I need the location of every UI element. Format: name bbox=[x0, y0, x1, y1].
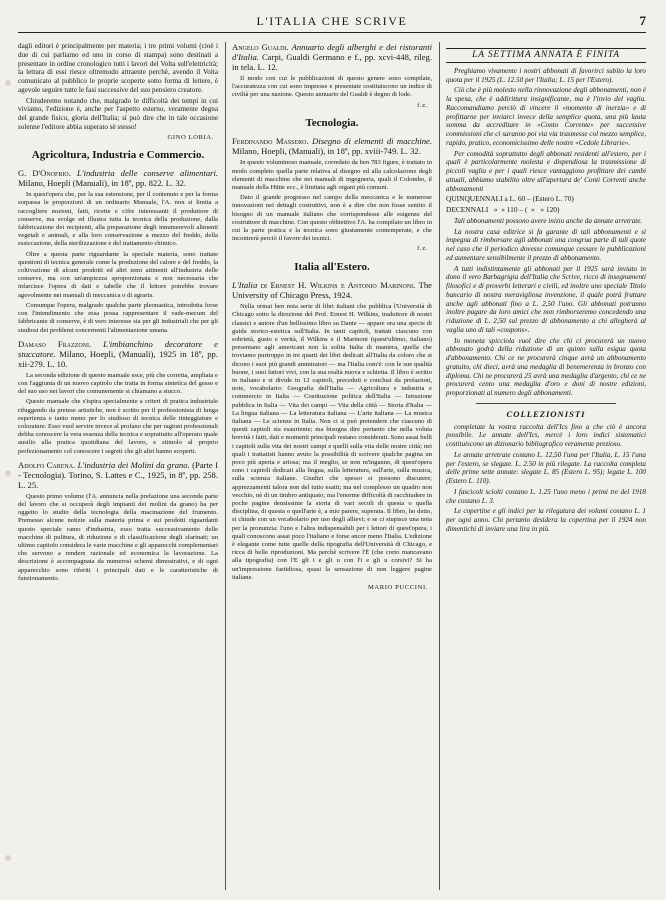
book-author: Adolfo Carena. bbox=[18, 459, 76, 470]
notice-title: LA SETTIMA ANNATA È FINITA bbox=[446, 48, 646, 63]
book-imprint: Carpi, Gualdi Germano e f., pp. xcvi-448, rileg. in tela. L. 12. bbox=[232, 52, 432, 72]
article-signature: GINO LORIA. bbox=[167, 133, 214, 141]
review-paragraph: La seconda edizione di questo manuale esce, più che corretta, ampliata e con l'aggiunta di un nuovo capitolo che tratta in forma sintetica del gesso e del suo uso nei lavori che comunemente si chiamano a stucco. bbox=[18, 371, 218, 396]
column-left bbox=[18, 42, 218, 892]
article-paragraph: Chiuderemo notando che, malgrado le difficoltà dei tempi in cui viviamo, l'edizione è, anche per l'aspetto esterno, veramente degna del grande fisico, gloria dell'Italia; sì può dire che in tale occasione solenne l'editore abbia superato sè stesso! bbox=[18, 96, 218, 131]
notice-paragraph: La nostra casa editrice si fa garante di tali abbonamenti e si impegna di rimborsare agli abbonati una congrua parte di tali quote nel caso che il periodico dovesse comunque cessare le pubblicazioni ed aumentare sensibilmente il prezzo di abbonamento. bbox=[446, 227, 646, 262]
notice-paragraph: Preghiamo vivamente i nostri abbonati di favorirci subito la loro quota per il 1925 (L. 12.50 per l'Italia; L. 15 per l'Estero). bbox=[446, 66, 646, 84]
page-header bbox=[18, 12, 646, 33]
notice-paragraph: Tali abbonamenti possono avere inizio anche da annate arretrate. bbox=[454, 216, 643, 225]
book-title: Disegno di elementi di macchine. bbox=[312, 136, 432, 147]
book-author: Angelo Gualdi. bbox=[232, 42, 289, 52]
collectors-paragraph: I fascicoli sciolti costano L. 1.25 l'uno meno i primi tre del 1918 che costano L. 3. bbox=[446, 487, 646, 505]
review-signature: MARIO PUCCINI. bbox=[367, 584, 428, 592]
book-title: L'industria dei Molini da grano. bbox=[77, 459, 190, 470]
book-author: Ferdinando Massero. bbox=[232, 136, 309, 147]
book-title: L'industria delle conserve alimentari. bbox=[76, 168, 218, 179]
book-title: L'Italia bbox=[232, 280, 258, 291]
divider bbox=[476, 403, 616, 404]
column-right-notice bbox=[446, 42, 646, 892]
article-continuation: dagli editori è principalmente per materia; i tre primi volumi (cioè i due di cui parliamo ed uno in corso di stampa) sono destinati a presentare in ordine cronologico tutti i lavori del Volta sull'elettricità; la lettura di essi riesce oltremodo attraente perchè, avendo il Volta comunicato al pubblico le proprie scoperte sotto forma di lettere, è agevole seguire tutte le fasi successive del suo pensiero creatore. bbox=[18, 42, 218, 94]
book-entry-heading bbox=[18, 460, 218, 490]
notice-paragraph: In moneta spicciola vuol dire che chi ci procurerà un nuovo abbonato godrà della riduzione di un quinto sulla esigua quota d'abbonamento. Chi ce ne procurerà cinque avrà un abbonamento gratuito, chi dieci, avrà una medaglia di benemerenza in bronzo con diploma. Chi ne procurerà 25 avrà una medaglia d'argento, chi ce ne procurerà cento una medaglia d'oro e doni di nostre edizioni, proporzionati al numero degli abbonamenti. bbox=[446, 336, 646, 397]
book-title: L'imbianchino decoratore e stuccatore. bbox=[18, 338, 218, 359]
section-title-agriculture: Agricoltura, Industria e Commercio. bbox=[31, 149, 205, 162]
review-paragraph: Nella ormai ben nota serie di libri italiani che pubblica l'Università di Chicago sotto la direzione del Prof. Ernest H. Wilkins, traduttore di nostri classici e autore d'un bellissimo libro su Dante — appare ora una specie di guida storico-estetica sull'Italia. In tanti capitoli, trattati ciascuno con sobrietà, gusto e verità, il Wilkins e il Marinoni (quest'ultimo, italiano) presentano agli americani non la solita Italia di maniera, quella che troviamo purtroppo in tre quarti dei libri dedicati all'Italia da coloro che si dicono i suoi più grandi ammiratori — ma l'Italia com'è: con le sue qualità buone, i suoi fattori vivi, con la sua realtà nuova e schietta. Il libro è scritto in italiano e si divide in 12 capitoli, preceduti e conclusi da prefazioni, note, vocabolario: Geografia dell'Italia — Agricoltura e industria e commercio in Italia — Costituzione politica dell'Italia — Istruzione pubblica in Italia — Vita dei campi — Vita della città — Storia d'Italia — La lingua italiana — La letteratura italiana — L'arte italiana — La musica italiana — Le scienze in Italia. Non ci si può pretendere che ciascuno di questi capitoli sia esauriente; ma bisogna dire pertanto che nella voluta brevità i fatti, dati e momenti principali restano considerati. Sono assai belli i capitoli sulla vita dei nostri campi e quelli sulla vita delle nostre città; nei quali i trattatisti hanno avuto la possibilità di scrivere qualche pagina un poco più aperta e ariosa; ma il meglio, se non m'inganno, di quest'opera sono i capitoli dedicati alla lingua, sulla letteratura, sull'arte, sulla musica, sulla scienza italiane. Giudizi che spesso si possono discutere; apprezzamenti talora non del tutto esatti; ma nel complesso un quadro non vecchio, nè di un timbro antiquato; ma l'enorme difficoltà di racchiudere in poche pagine densissime la storia di vari secoli di questa o quella disciplina, di questa o quell'arte è, a mio parere, superata. Il libro, ho detto, si chiude con un vocabolario per uso degli allievi; e se ci stupisce una nota per la pronunzia: l'uno e l'altra indispensabili per i lettori di quest'opera, i quali conoscono assai poco l'italiano e forse ancor meno l'Italia. L'edizione è elegante come tutte quelle della tipografia dell'Università di Chicago, e ricca di belle riproduzioni. Ma perchè scrivere l'Ë (che corto mancavano alla tipografia) con l'E gli i e gli u con l'i e gli u corsivi? Si ha un'impressione fastidiosa, quasi la sensazione di non leggere pagine italiane. bbox=[232, 303, 432, 581]
running-title: L'ITALIA CHE SCRIVE bbox=[256, 14, 408, 28]
collectors-paragraph: completate la vostra raccolta dell'Ics fino a che ciò è ancora possibile. Le annate dell'Ics, mercè i loro indici sistematici costituiscono un dizionario bibliografico veramente prezioso. bbox=[446, 422, 646, 448]
page-number: 7 bbox=[639, 13, 646, 28]
book-title: Annuario degli alberghi e dei ristoranti d'Italia. bbox=[232, 42, 432, 62]
price-line-five-year: QUINQUENNALI a L. 60 – (Estero L. 70) bbox=[446, 194, 574, 204]
review-paragraph: Questo primo volume (l'A. annuncia nella prefazione una seconda parte del lavoro che si occuperà degli impianti dei molini da grano) ha per oggetto lo studio della tecnologia della macinazione del frumento. Premesso alcune notizie sulla materia prima e sui prodotti riguardanti questo speciale ramo d'industria, esso tratta successivamente delle macchine di pulitura, di riduzione e di classificazione degli sfarinati; un ultimo capitolo considera le varie macchine e gli apparecchi complementari che servono a rendere razionale ed economica la lavorazione. La descrizione è accompagnata da numerosi schemi dimostrativi, e di ogni apparecchio sono riferiti i principali dati e le caratteristiche di funzionamento. bbox=[18, 492, 218, 582]
book-imprint: Milano, Hoepli, (Manuali), 1925 in 18º, pp. xii-279. L. 10. bbox=[18, 348, 218, 369]
review-paragraph: Il modo con cui le pubblicazioni di questo genere sono compilate, l'accuratezza con cui sono impresse e presentate costituiscono un indice di civiltà per una nazione. Questo annuario del Gualdi è degno di lode. bbox=[232, 75, 432, 99]
book-entry-heading bbox=[18, 168, 218, 188]
collectors-paragraph: Le copertine e gli indici per la rilegatura dei volumi costano L. 1 per ogni anno. Chi pertanto desidera la copertina per il 1924 non dimentichi di inviare una lira in più. bbox=[446, 507, 646, 533]
book-author: di Ernest H. Wilkins e Antonio Marinoni. bbox=[260, 280, 416, 291]
notice-paragraph: A tutti indistintamente gli abbonati per il 1925 sarà inviato in dono il vero Barbagrigia dell'Italia che Scrive, ricco di insegnamenti filosofici e di proverbi letterari e civili, ed inoltre uno speciale Titolo bancario di nostra meravigliosa invenzione, il quale potrà fruttare anche agli abbonati fino a L. 2,50 l'uno. Gli abbonati potranno inoltre pagare da loro amici che non rimborseremo concedendo una riduzione di L. 2,50 sul prezzo di abbonamento a chi allegherà al vaglia uno di tali «coupons». bbox=[446, 264, 646, 334]
section-title-italy-abroad: Italia all'Estero. bbox=[294, 261, 370, 274]
collectors-paragraph: Le annate arretrate costano L. 12,50 l'una per l'Italia, L. 15 l'una per l'estero, se slegate. L. 2.50 in più rilegate. La raccolta completa delle prime sette annate: slegate L. 85 (Estero L. 95); legate L. 100 (Estero L. 110). bbox=[446, 450, 646, 485]
binding-hole-mark bbox=[3, 855, 13, 861]
book-entry-heading bbox=[232, 136, 432, 156]
review-paragraph: Questo manuale che s'ispira specialmente a criteri di pratica industriale rifuggendo da pretese artistiche, non è scritto per il professionista di lunga esperienza e tanto meno per lo studioso di tecnica delle tinteggiature e colorature. Esso vuol servire invece al profano che per ragioni professionali debba conoscere la vera essenza della tecnica e soprattutto all'operaio quale ausilio alla pratica quotidiana del lavoro, e stimolo al proprio perfezionamento col conoscere i segreti che gli altri hanno scoperti. bbox=[18, 398, 218, 455]
review-signature: f.z. bbox=[417, 245, 428, 253]
section-title-technology: Tecnologia. bbox=[305, 117, 359, 130]
binding-hole-mark bbox=[3, 470, 13, 476]
binding-hole-mark bbox=[3, 80, 13, 86]
review-paragraph: Comunque l'opera, malgrado qualche parte pleonastica, introdotta forse con l'intendimento che essa possa rappresentare il vade-mecum del fabbricante di conserve, è di vero interesse sia per gli industriali che per gli studiosi dei problemi concernenti l'alimentazione umana. bbox=[18, 301, 218, 334]
review-paragraph: In questo voluminoso manuale, corredato da ben 783 figure, è trattato in modo completo quella parte relativa al disegno ed alla calcolazione degli elementi di macchine che nei manuali di ingegneria, quali il Colombo, il manuale della Hütte ecc., è limitata agli organi più comuni. bbox=[232, 159, 432, 191]
collectors-title: COLLEZIONISTI bbox=[506, 408, 586, 419]
column-rule bbox=[439, 42, 440, 890]
price-line-ten-year: DECENNALI » » 110 – ( » » 120) bbox=[446, 205, 560, 214]
review-signature: f.z. bbox=[417, 101, 428, 109]
book-entry-heading bbox=[232, 42, 432, 72]
book-entry-heading bbox=[232, 280, 432, 300]
book-author: Damaso Frazzoni. bbox=[18, 338, 92, 349]
review-paragraph: Oltre a questa parte riguardante la speciale materia, sono trattate questioni di tecnica generale come la produzione del calore e del freddo, la coltivazione di alcuni prodotti ed altri temi attinenti all'industria delle conserve, ma con un'ampiezza sproporzionata e non necessaria che infarcisce l'opera di dati e tabelle che il lettore potrebbe trovare agevolmente nei manuali di meccanica o di agraria. bbox=[18, 250, 218, 299]
notice-paragraph: Ciò che è più molesto nella rinnovazione degli abbonamenti, non è la spesa, che è addirittura insignificante, ma è l'invio del vaglia. Raccomandiamo perciò di vincere il «momento di inerzia» e di profittarne per inviarci invece della semplice quota, una più lauta somma da accreditare in «Conto Corrente» per successive commissioni che ci saranno poi via via trasmesse col mezzo semplice, rapido, pratico, economicissimo delle nostre «Cedole Librarie». bbox=[446, 86, 646, 147]
review-paragraph: In quest'opera che, per la sua estensione, per il contenuto e per la forma sorpassa le proporzioni di un ordinario Manuale, l'A. non si limita a raccogliere nozioni, fatti, ricette e cifre interessanti il produttore di conserve, ma svolge ed illustra tutta la tecnica della produzione, dalla fabbricazione dei recipienti, alla preparazione degli innumerevoli alimenti vegetali e animali, e alla loro conservazione a mezzo del freddo, della essiccazione, della sterilizzazione e del trattamento chimico. bbox=[18, 191, 218, 248]
book-imprint: Milano, Hoepli (Manuali), in 18º, pp. 822. L. 32. bbox=[18, 178, 187, 189]
book-author: G. D'Onofrio. bbox=[18, 168, 71, 179]
column-middle bbox=[232, 42, 432, 892]
notice-paragraph: Per comodità soprattutto degli abbonati residenti all'estero, per i quali è particolarmente molesta e dispendiosa la trasmissione di piccoli vaglia e per i quali riesce vantaggioso profittare dei cambi attuali, abbiamo stabilito oltre all'apertura de' Conti Correnti anche abbonamenti bbox=[446, 149, 646, 193]
book-imprint: The University of Chicago Press, 1924. bbox=[232, 280, 432, 301]
book-entry-heading bbox=[18, 339, 218, 369]
review-paragraph: Dato il grande progresso nel campo della meccanica e le numerose innovazioni nei dettagli costruttivi, non è a dire che non fosse sentito il bisogno di un manuale italiano che corrispondesse alle esigenze del costruttore di macchine. Con questo obbiettivo l'A. ha compilato un libro in cui la parte pratica e la tecnica sono giustamente contemperate, e che incontrerà perciò il favore dei tecnici. bbox=[232, 194, 432, 243]
column-rule bbox=[225, 42, 226, 890]
book-imprint: Milano, Hoepli, (Manuali), in 18º, pp. xviii-749. L. 32. bbox=[232, 146, 421, 157]
book-imprint: (Parte I - Tecnologia). Torino, S. Lattes e C., 1925, in 8º, pp. 258. L. 25. bbox=[18, 459, 218, 490]
